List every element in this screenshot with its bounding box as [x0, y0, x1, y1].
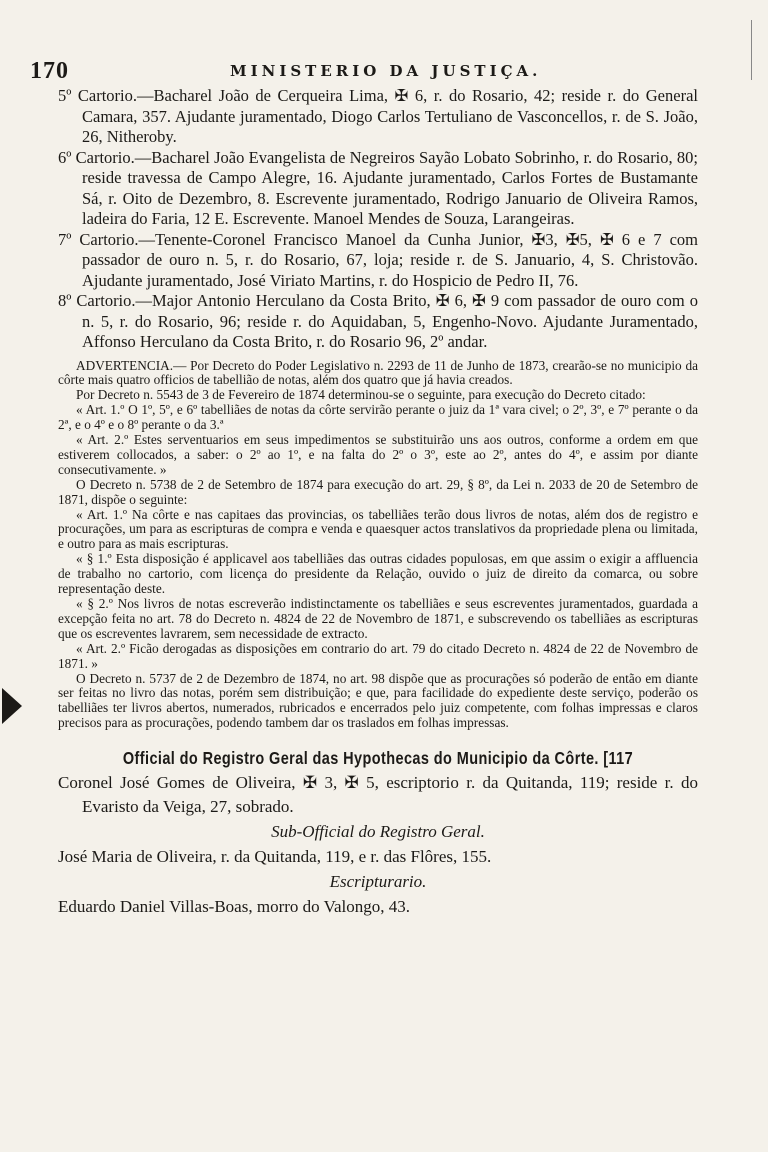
notice-paragraph: Por Decreto n. 5543 de 3 de Fevereiro de 1874 determinou-se o seguinte, para execução do Decreto citado:	[76, 387, 646, 403]
notice-advertencia: ADVERTENCIA.— Por Decreto do Poder Legislativo n. 2293 de 11 de Junho de 1873, crearão-se no municipio da côrte mais quatro officios de tabellião de notas, além dos quatro que já havia creados.	[58, 357, 698, 388]
sub-official-entry: José Maria de Oliveira, r. da Quitanda, 119, e r. das Flôres, 155.	[58, 847, 492, 867]
notice-paragraph: O Decreto n. 5738 de 2 de Setembro de 1874 para execução do art. 29, § 8º, da Lei n. 2033 de 20 de Setembro de 1871, dispõe o seguinte:	[58, 476, 698, 507]
notice-paragraph: « Art. 2.º Estes serventuarios em seus impedimentos se substituirão uns aos outros, conforme a ordem em que estiverem collocados, a saber: o 2º ao 1º, e na falta do 2º o 3º, este ao 2º, antes do 4º, e assim por diante consecutivamente. »	[58, 432, 698, 477]
clerk-entry: Eduardo Daniel Villas-Boas, morro do Valongo, 43.	[58, 897, 410, 917]
notice-paragraph: « Art. 2.º Ficão derogadas as disposições em contrario do art. 79 do citado Decreto n. 4824 de 22 de Novembro de 1871. »	[58, 640, 698, 671]
entry-6-cartorio: 6º Cartorio.—Bacharel João Evangelista de Negreiros Sayão Lobato Sobrinho, r. do Rosario, 80; reside travessa de Campo Alegre, 16. Ajudante juramentado, Carlos Fortes de Bustamante Sá, r. Oito de Dezembro, 8. Escrevente juramentado, Rodrigo Januario de Oliveira Ramos, ladeira do Faria, 12 E. Escrevente. Manoel Mendes de Souza, Larangeiras.	[58, 147, 698, 228]
running-title: MINISTERIO DA JUSTIÇA.	[230, 62, 542, 80]
margin-mark	[751, 20, 752, 80]
entry-7-cartorio: 7º Cartorio.—Tenente-Coronel Francisco Manoel da Cunha Junior, ✠3, ✠5, ✠ 6 e 7 com passador de ouro n. 5, r. do Rosario, 67, loja; reside r. de S. Januario, 4, S. Christovão. Ajudante juramentado, José Viriato Martins, r. do Hospicio de Pedro II, 76.	[58, 229, 698, 290]
page-header	[30, 58, 728, 84]
notice-paragraph: « Art. 1.º O 1º, 5º, e 6º tabelliães de notas da côrte servirão perante o juiz da 1ª vara civel; o 2º, 3º, e 7º perante o da 2ª, e o 4º e o 8º perante o da 3.ª	[58, 402, 698, 433]
notice-paragraph: « § 1.º Esta disposição é applicavel aos tabelliães das outras cidades populosas, em que assim o exigir a affluencia de trabalho no cartorio, com licença do presidente da Relação, ouvido o juiz de direito da comarca, ou sobre representação deste.	[58, 551, 698, 597]
entry-5-cartorio: 5º Cartorio.—Bacharel João de Cerqueira Lima, ✠ 6, r. do Rosario, 42; reside r. do General Camara, 357. Ajudante juramentado, Diogo Carlos Tertuliano de Vasconcellos, r. de S. João, 26, Nitheroby.	[58, 86, 698, 146]
sub-official-label: Sub-Official do Registro Geral.	[271, 822, 485, 842]
notice-paragraph: O Decreto n. 5737 de 2 de Dezembro de 1874, no art. 98 dispõe que as procurações só poderão de então em diante ser feitas no livro das notas, porém sem distribuição; e que, para facilidade do expediente deste serviço, poderão os tabelliães ter livros abertos, numerados, rubricados e encerrados pelo juiz competente, com folhas impressas e claros precisos para as procurações, podendo tambem dar os traslados em folhas impressas.	[58, 670, 698, 731]
entry-8-cartorio: 8º Cartorio.—Major Antonio Herculano da Costa Brito, ✠ 6, ✠ 9 com passador de ouro com o n. 5, r. do Rosario, 96; reside r. do Aquidaban, 5, Engenho-Novo. Ajudante Juramentado, Affonso Herculano da Costa Brito, r. do Rosario 96, 2º andar.	[58, 291, 698, 351]
registry-section-title: Official do Registro Geral das Hypothecas do Municipio da Côrte. [117	[122, 749, 634, 769]
registry-official: Coronel José Gomes de Oliveira, ✠ 3, ✠ 5, escriptorio r. da Quitanda, 119; reside r. do Evaristo da Veiga, 27, sobrado.	[58, 773, 698, 817]
page-body	[58, 86, 698, 919]
notice-paragraph: « Art. 1.º Na côrte e nas capitaes das provincias, os tabelliães terão dous livros de notas, além dos de registro e procurações, um para as escripturas de compra e venda e quaesquer actos translativos da propriedade plena ou limitada, e outro para as mais escripturas.	[58, 506, 698, 552]
binding-marker-arrow	[2, 688, 22, 724]
clerk-label: Escripturario.	[329, 872, 427, 892]
page-number: 170	[30, 58, 69, 84]
notice-paragraph: « § 2.º Nos livros de notas escreverão indistinctamente os tabelliães e seus escreventes juramentados, guardada a excepção feita no art. 78 do Decreto n. 4824 de 22 de Novembro de 1871, e subscrevendo os tabelliães as escripturas que os escreventes lavrarem, sem necessidade de extracto.	[58, 596, 698, 641]
